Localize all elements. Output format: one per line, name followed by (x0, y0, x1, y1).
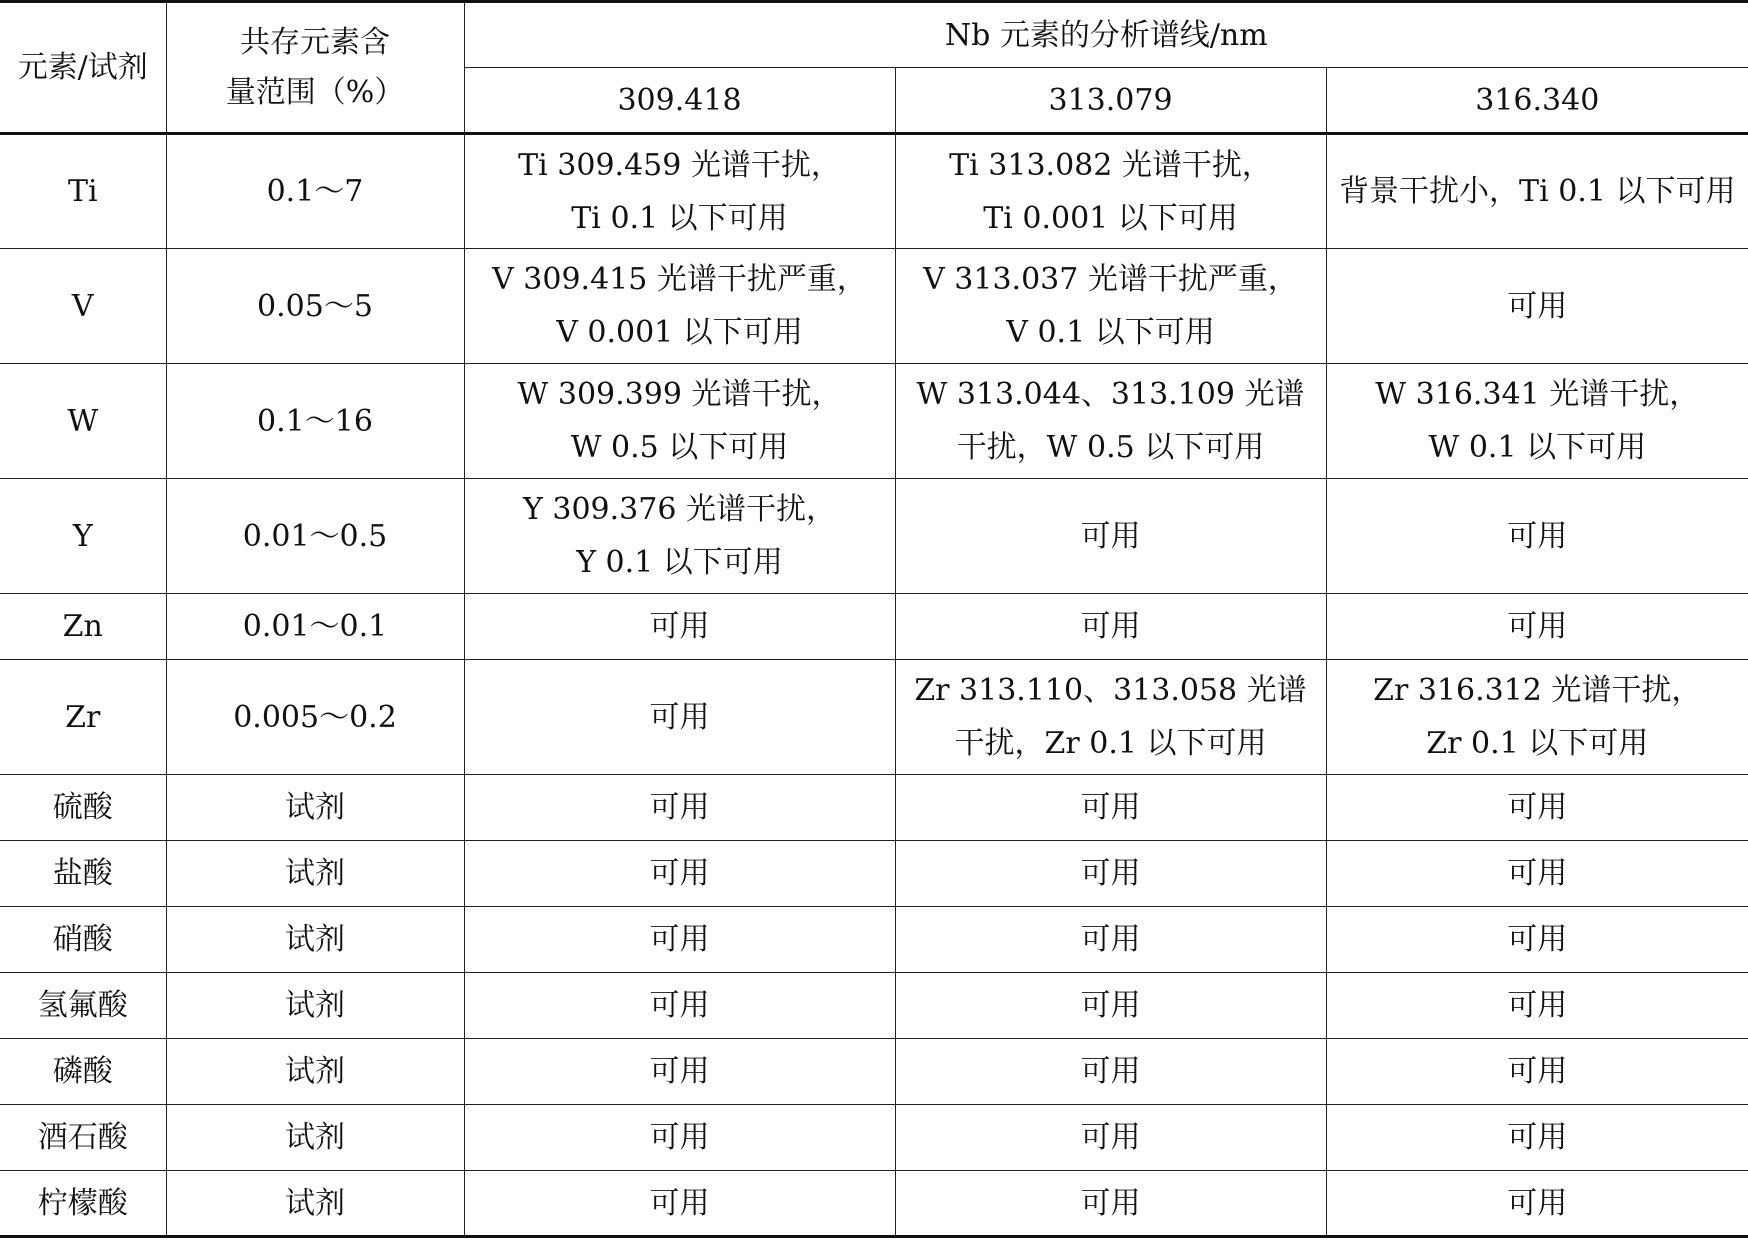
cell-line-3 (1326, 479, 1748, 594)
cell-range: 试剂 (166, 841, 464, 907)
table-row (0, 249, 1748, 364)
cell-range: 试剂 (166, 1105, 464, 1171)
cell-line-1 (464, 249, 895, 364)
cell-line-3 (1326, 973, 1748, 1039)
header-nb-lines-group: Nb 元素的分析谱线/nm (464, 2, 1748, 68)
cell-line-3 (1326, 1039, 1748, 1105)
cell-line-1 (464, 907, 895, 973)
cell-line-1 (464, 1105, 895, 1171)
cell-line-3 (1326, 364, 1748, 479)
table-row (0, 841, 1748, 907)
cell-text: 可用 (1507, 1185, 1568, 1221)
cell-element: Zr (0, 660, 166, 775)
cell-line-2 (895, 134, 1326, 249)
cell-line-3 (1326, 249, 1748, 364)
cell-text: 可用 (1507, 518, 1568, 554)
cell-line-3 (1326, 134, 1748, 249)
cell-line-2 (895, 479, 1326, 594)
cell-line-2 (895, 775, 1326, 841)
cell-text: W 0.5 以下可用 (570, 430, 789, 465)
cell-line-1 (464, 775, 895, 841)
cell-text: 可用 (1507, 609, 1568, 644)
cell-range: 0.1～16 (166, 364, 464, 479)
cell-range: 0.01～0.5 (166, 479, 464, 594)
header-line-1: 309.418 (464, 68, 895, 134)
cell-text: V 309.415 光谱干扰严重， (492, 262, 867, 297)
cell-text: 干扰，W 0.5 以下可用 (956, 430, 1265, 465)
cell-range: 0.01～0.1 (166, 594, 464, 660)
cell-text: Zr 0.1 以下可用 (1426, 726, 1649, 761)
table-body (0, 134, 1748, 1237)
cell-text: 干扰，Zr 0.1 以下可用 (954, 726, 1267, 761)
cell-text: 可用 (1080, 518, 1141, 554)
cell-range: 试剂 (166, 973, 464, 1039)
cell-element: 酒石酸 (0, 1105, 166, 1171)
cell-line-2 (895, 594, 1326, 660)
cell-line-1 (464, 1039, 895, 1105)
cell-line-1 (464, 594, 895, 660)
cell-text: 可用 (1507, 1120, 1568, 1155)
table-row (0, 1039, 1748, 1105)
cell-text: 可用 (1507, 988, 1568, 1023)
cell-line-1 (464, 973, 895, 1039)
cell-line-1 (464, 841, 895, 907)
cell-text: 可用 (1080, 1185, 1141, 1221)
cell-text: V 0.1 以下可用 (1006, 315, 1215, 350)
cell-line-1 (464, 660, 895, 775)
cell-text: 可用 (1080, 790, 1141, 825)
cell-text: 可用 (1507, 288, 1568, 324)
header-range: 共存元素含 量范围（%） (166, 2, 464, 134)
cell-range: 试剂 (166, 1039, 464, 1105)
cell-element: 氢氟酸 (0, 973, 166, 1039)
cell-line-3 (1326, 775, 1748, 841)
cell-line-1 (464, 479, 895, 594)
cell-line-2 (895, 973, 1326, 1039)
cell-line-2 (895, 841, 1326, 907)
cell-element: 磷酸 (0, 1039, 166, 1105)
cell-element: 盐酸 (0, 841, 166, 907)
cell-line-2 (895, 660, 1326, 775)
cell-line-3 (1326, 907, 1748, 973)
cell-text: 可用 (1080, 856, 1141, 891)
cell-text: V 0.001 以下可用 (556, 315, 803, 350)
cell-text: 可用 (1080, 609, 1141, 644)
cell-line-1 (464, 364, 895, 479)
cell-text: 可用 (1507, 1054, 1568, 1089)
cell-range: 0.1～7 (166, 134, 464, 249)
cell-range: 试剂 (166, 907, 464, 973)
cell-range: 试剂 (166, 775, 464, 841)
cell-element: W (0, 364, 166, 479)
cell-element: 硝酸 (0, 907, 166, 973)
table-row (0, 775, 1748, 841)
cell-text: 可用 (1080, 1120, 1141, 1155)
cell-line-2 (895, 1105, 1326, 1171)
cell-text: Ti 0.001 以下可用 (983, 200, 1238, 236)
cell-text: 可用 (649, 699, 710, 735)
cell-text: 可用 (649, 922, 710, 957)
cell-text: W 0.1 以下可用 (1428, 430, 1647, 465)
cell-text: 可用 (1080, 988, 1141, 1023)
cell-line-3 (1326, 660, 1748, 775)
cell-range: 0.05～5 (166, 249, 464, 364)
header-row-top (0, 2, 1748, 68)
header-line-3: 316.340 (1326, 68, 1748, 134)
table-row (0, 1171, 1748, 1237)
cell-element: 柠檬酸 (0, 1171, 166, 1237)
cell-text: 可用 (1080, 1054, 1141, 1089)
cell-text: Zr 313.110、313.058 光谱 (914, 673, 1307, 708)
table-row (0, 660, 1748, 775)
header-line-2: 313.079 (895, 68, 1326, 134)
table-row (0, 364, 1748, 479)
cell-text: 可用 (649, 988, 710, 1023)
cell-element: Ti (0, 134, 166, 249)
table-row (0, 134, 1748, 249)
cell-text: Y 309.376 光谱干扰， (523, 492, 836, 527)
cell-line-2 (895, 364, 1326, 479)
table-row (0, 973, 1748, 1039)
cell-element: Zn (0, 594, 166, 660)
cell-line-2 (895, 1171, 1326, 1237)
cell-line-2 (895, 249, 1326, 364)
cell-text: 可用 (1507, 856, 1568, 891)
cell-text: Y 0.1 以下可用 (576, 545, 783, 580)
cell-text: 可用 (649, 1120, 710, 1155)
cell-text: W 309.399 光谱干扰， (517, 377, 842, 412)
cell-text: Ti 309.459 光谱干扰， (518, 147, 841, 183)
cell-text: 可用 (1080, 922, 1141, 957)
cell-line-1 (464, 134, 895, 249)
cell-line-3 (1326, 1171, 1748, 1237)
cell-text: 可用 (1507, 922, 1568, 957)
table-row (0, 594, 1748, 660)
cell-line-1 (464, 1171, 895, 1237)
cell-text: W 313.044、313.109 光谱 (916, 377, 1305, 412)
cell-element: V (0, 249, 166, 364)
cell-text: 可用 (649, 609, 710, 644)
cell-element: 硫酸 (0, 775, 166, 841)
cell-text: 可用 (649, 1054, 710, 1089)
table-row (0, 907, 1748, 973)
table-row (0, 479, 1748, 594)
cell-text: 可用 (1507, 790, 1568, 825)
cell-text: 可用 (649, 856, 710, 891)
cell-text: 可用 (649, 1185, 710, 1221)
cell-text: Ti 0.1 以下可用 (571, 200, 788, 236)
header-element: 元素/试剂 (0, 2, 166, 134)
cell-text: 背景干扰小，Ti 0.1 以下可用 (1339, 174, 1736, 209)
cell-line-2 (895, 1039, 1326, 1105)
cell-line-3 (1326, 841, 1748, 907)
cell-text: V 313.037 光谱干扰严重， (923, 262, 1298, 297)
table-row (0, 1105, 1748, 1171)
cell-range: 0.005～0.2 (166, 660, 464, 775)
cell-line-3 (1326, 594, 1748, 660)
cell-line-2 (895, 907, 1326, 973)
cell-element: Y (0, 479, 166, 594)
cell-text: 可用 (649, 790, 710, 825)
cell-range: 试剂 (166, 1171, 464, 1237)
cell-text: Ti 313.082 光谱干扰， (949, 147, 1272, 183)
cell-text: W 316.341 光谱干扰， (1375, 377, 1700, 412)
cell-text: Zr 316.312 光谱干扰， (1373, 673, 1702, 708)
cell-line-3 (1326, 1105, 1748, 1171)
